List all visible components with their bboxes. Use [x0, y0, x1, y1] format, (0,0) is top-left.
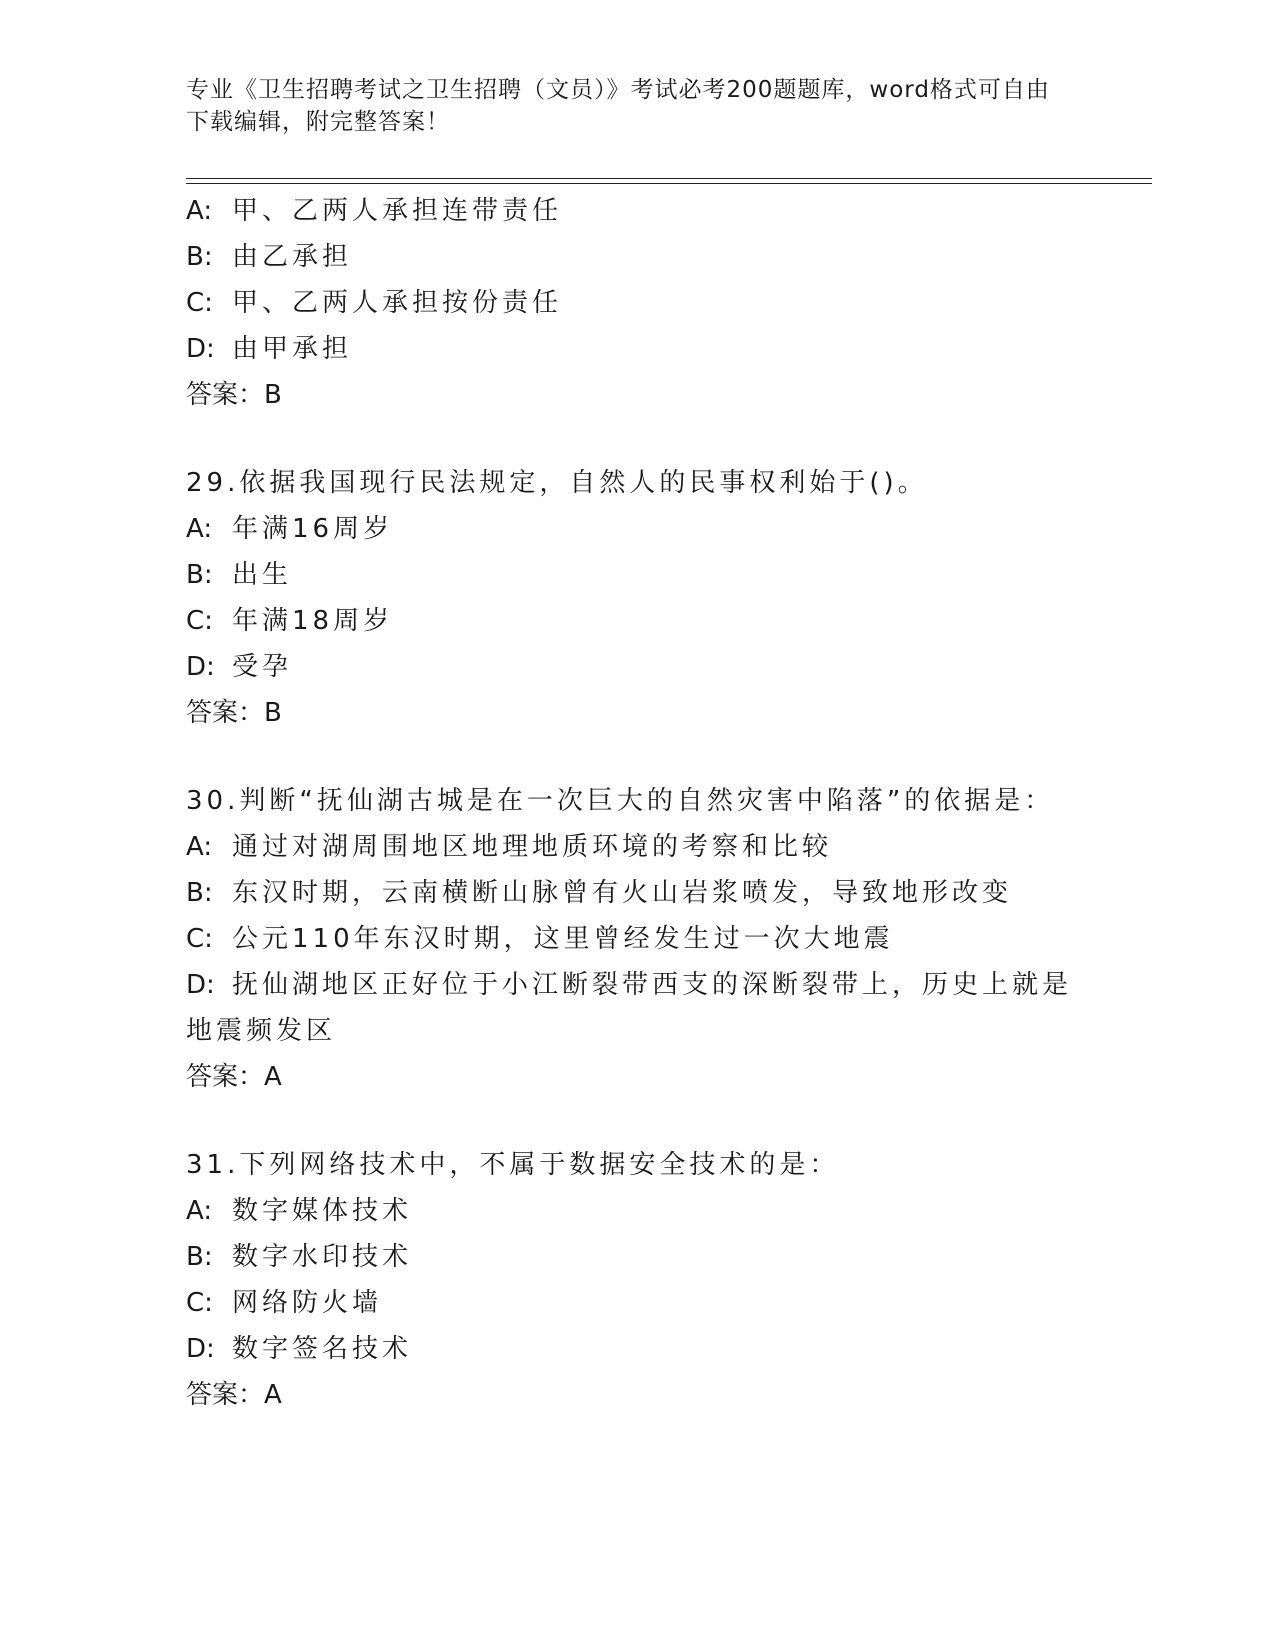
- document-header: 专业《卫生招聘考试之卫生招聘（文员）》考试必考200题题库，word格式可自由下载编辑，附完整答案！: [186, 77, 1050, 135]
- option-b: [186, 552, 1086, 598]
- option-text: 由乙承担: [232, 242, 353, 272]
- option-text: 数字签名技术: [232, 1334, 413, 1364]
- option-a: [186, 824, 1086, 870]
- option-key: B:: [186, 878, 213, 908]
- option-c: [186, 598, 1086, 644]
- option-key: D:: [186, 652, 215, 682]
- question-block: [186, 460, 1086, 736]
- question-block: [186, 1142, 1086, 1418]
- option-key: B:: [186, 560, 213, 590]
- option-key: B:: [186, 1242, 213, 1272]
- option-text: 年满16周岁: [232, 514, 394, 544]
- option-d: [186, 644, 1086, 690]
- option-text: 甲、乙两人承担连带责任: [232, 196, 563, 226]
- header-rule-bottom: [186, 183, 1152, 184]
- option-b: [186, 234, 1086, 280]
- header-rule-top: [186, 178, 1152, 179]
- option-b: [186, 1234, 1086, 1280]
- option-key: B:: [186, 242, 213, 272]
- option-key: D:: [186, 334, 215, 364]
- option-key: A:: [186, 1196, 213, 1226]
- option-a: [186, 506, 1086, 552]
- option-key: A:: [186, 196, 213, 226]
- question-list: [186, 188, 1086, 1460]
- option-text: 甲、乙两人承担按份责任: [232, 288, 563, 318]
- option-text: 由甲承担: [232, 334, 353, 364]
- option-text: 受孕: [232, 652, 293, 682]
- option-text: 抚仙湖地区正好位于小江断裂带西支的深断裂带上，历史上就是地震频发区: [186, 970, 1073, 1046]
- option-key: A:: [186, 832, 213, 862]
- option-a: [186, 1188, 1086, 1234]
- option-text: 公元110年东汉时期，这里曾经发生过一次大地震: [232, 924, 894, 954]
- option-text: 数字媒体技术: [232, 1196, 413, 1226]
- answer-line: 答案：A: [186, 1062, 282, 1092]
- question-stem: 30.判断“抚仙湖古城是在一次巨大的自然灾害中陷落”的依据是：: [186, 786, 1055, 816]
- option-key: D:: [186, 970, 215, 1000]
- answer-line: 答案：B: [186, 698, 282, 728]
- option-b: [186, 870, 1086, 916]
- option-key: C:: [186, 924, 213, 954]
- option-key: C:: [186, 288, 213, 318]
- option-key: C:: [186, 1288, 213, 1318]
- option-text: 网络防火墙: [232, 1288, 383, 1318]
- option-key: C:: [186, 606, 213, 636]
- option-key: A:: [186, 514, 213, 544]
- option-d: [186, 1326, 1086, 1372]
- option-c: [186, 1280, 1086, 1326]
- answer-line: 答案：B: [186, 380, 282, 410]
- option-d: [186, 962, 1086, 1054]
- question-stem: 29.依据我国现行民法规定，自然人的民事权利始于()。: [186, 468, 928, 498]
- option-text: 数字水印技术: [232, 1242, 413, 1272]
- option-text: 年满18周岁: [232, 606, 394, 636]
- option-c: [186, 280, 1086, 326]
- option-text: 东汉时期，云南横断山脉曾有火山岩浆喷发，导致地形改变: [232, 878, 1013, 908]
- option-key: D:: [186, 1334, 215, 1364]
- option-c: [186, 916, 1086, 962]
- option-d: [186, 326, 1086, 372]
- option-text: 通过对湖周围地区地理地质环境的考察和比较: [232, 832, 833, 862]
- question-stem: 31.下列网络技术中，不属于数据安全技术的是：: [186, 1150, 840, 1180]
- option-a: [186, 188, 1086, 234]
- question-block: [186, 188, 1086, 418]
- option-text: 出生: [232, 560, 293, 590]
- question-block: [186, 778, 1086, 1100]
- answer-line: 答案：A: [186, 1380, 282, 1410]
